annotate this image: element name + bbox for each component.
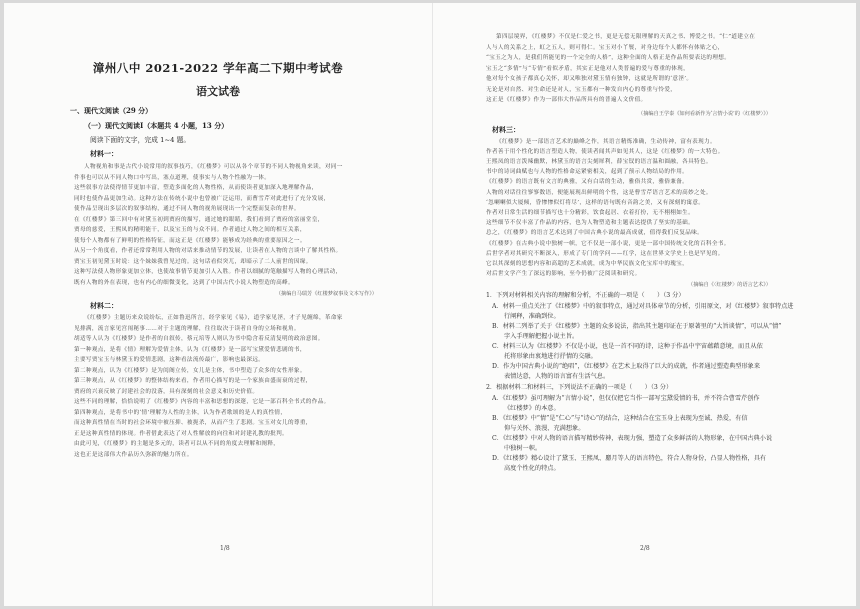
- text-line: 件事也可以从不同人物口中写出，塞点道理，使事实与人物个性融为一体。: [74, 174, 271, 181]
- text-line: 第一种观点，是将《情》理解为爱情主体，认为《红楼梦》是一部写宝黛爱情悲剧的书，: [74, 346, 306, 353]
- text-line: 这些叙事方法使得情节更加丰富，塑造多面化的人物性格，从而使读者更加深入地理解作品，: [74, 185, 318, 191]
- paragraph-source: （摘编自王学泰《如何看新作为‘言情小说’的〈红楼梦〉》）: [638, 110, 771, 117]
- text-line: 第三种观点，从《红楼梦》的整体结构来看，作者用心描写的是一个家族由盛而衰的过程，: [74, 378, 312, 384]
- text-line: 人与人的关系之上，虹之五人，则可得仁。宝玉对小丫鬟，对身边每个人都怀有体贴之心，: [486, 44, 724, 51]
- option-line: B．材料二列举了关于《红楼梦》主题的众多说法，指出其主题印证在于原著里的“大旨谈情”，可以从“情”: [492, 323, 782, 331]
- option-line: 中独树一帜。: [504, 445, 542, 453]
- text-line: 书中的诗词曲赋也与人物的性格命运紧密相关，起到了预示人物结局的作用。: [486, 169, 689, 176]
- text-line: 作者对日常生活的细节描写也十分精彩，饮食起居、衣着打扮，无不栩栩如生。: [486, 209, 695, 216]
- reading-instruction: 阅读下面的文字，完成 1~4 题。: [90, 136, 191, 144]
- text-line: 他对每个女孩子都真心关怀，却又唯独对黛玉情有独钟，这就是所谓的‘意淫’。: [486, 76, 693, 82]
- left-page: [4, 3, 432, 606]
- text-line: 总之，《红楼梦》的语言艺术达到了中国古典小说的最高成就，值得我们反复品味。: [486, 230, 704, 237]
- text-line: 人物视角和事是古代小说常用的叙事技巧，《红楼梦》可以从各个章节的不同人物视角来读，对同一: [84, 164, 343, 170]
- text-line: 由此可见，《红楼梦》的主题是多元的，读者可以从不同的角度去理解和阐释，: [74, 441, 280, 447]
- exam-title: 漳州八中 2021-2022 学年高二下期中考试卷: [92, 61, 344, 75]
- option-line: 行阐释，准确到位。: [504, 313, 560, 321]
- text-line: 无论是对自然、对生命还是对人，宝玉都有一种发自内心的尊重与怜爱，: [486, 86, 677, 93]
- text-line: 宝玉之“多情”与“专情”看似矛盾，其实正是他对人类普遍的爱与尊重的体现，: [486, 65, 690, 72]
- text-line: 这种写法使人物形象更加立体，也使故事情节更加引人入胜。作者以细腻的笔触描写人物的心理活动，: [74, 269, 342, 275]
- text-line: 在《红楼梦》第三回中有对黛玉初到贾府的描写，通过她的眼睛，我们看到了贾府的富丽堂皇，: [74, 216, 324, 223]
- text-line: 它以其深刻的思想内容和高超的艺术成就，成为中华民族文化宝库中的瑰宝，: [486, 260, 689, 267]
- text-line: 胡适等人认为《红楼梦》是作者的自叙传，蔡元培等人则认为书中隐含着反清复明的政治意图。: [74, 336, 324, 342]
- text-line: 第四种观点，是将书中的‘情’理解为人性的主体，认为作者歌颂的是人的真性情，: [74, 409, 287, 416]
- option-line: 托将形象由衷地进行抒情的交融。: [504, 353, 597, 361]
- option-line: C．材料三认为《红楼梦》不仅是小说，也是一首不同的诗，这种于作品中宇宙蕴藉意境，而且从依: [492, 343, 763, 351]
- option-line: D．《红楼梦》精心设计了黛玉、王熙凤、麝月等人的语言特色，符合人物身份，凸显人物性格，具有: [492, 455, 767, 463]
- text-line: 《红楼梦》是一部语言艺术的巅峰之作，其语言精炼准确，生动传神，富有表现力。: [496, 138, 716, 145]
- text-line: 第四层境界，《红楼梦》不仅是仁爱之书，更是无偿无限理解的天真之书、博爱之书。“仁”道建立在: [496, 34, 756, 40]
- text-line: 《红楼梦》主题历来众说纷纭，正如鲁迅所言，经学家见《易》，道学家见淫，才子见缠绵，革命家: [84, 315, 343, 321]
- text-line: 贾府的兴衰反映了封建社会的没落，具有深刻的社会意义和历史价值。: [74, 388, 259, 395]
- text-line: 这也正是这部伟大作品历久弥新的魅力所在。: [74, 451, 193, 458]
- text-line: 这些细节不仅丰富了作品的内容，也为人物塑造和主题表达提供了坚实的基础。: [486, 220, 695, 227]
- text-line: 这些不同的理解，恰恰说明了《红楼梦》内容的丰富和思想的深邃，它是一部百科全书式的作品。: [74, 399, 330, 405]
- section-heading: 一、现代文阅读（29 分）: [70, 106, 153, 115]
- text-line: 既有人物的外在表现，也有内心的细微变化，达到了中国古代小说人物塑造的高峰。: [74, 279, 294, 286]
- material-3-title: 材料三：: [492, 124, 520, 134]
- option-line: C．《红楼梦》中对人物的语言描写精妙传神，表现力强，塑造了众多鲜活的人物形象，在中国古典小说: [492, 435, 773, 443]
- right-page: [434, 3, 856, 606]
- text-line: “宝玉之为人，是我们所能见的一个完全的人格”，这种全面的人格正是作品所要表达的理想。: [486, 55, 731, 61]
- option-line: D．作为中国古典小说的“绝唱”，《红楼梦》在艺术上取得了巨大的成就，作者通过塑造典型形象来: [492, 363, 761, 371]
- option-line: 仰与关怀、浪漫、充满想象。: [504, 425, 585, 433]
- text-line: 主要写贾宝玉与林黛玉的爱情悲剧，这种看法流传最广，影响也最深远。: [74, 357, 265, 363]
- page-number: 2/8: [640, 545, 650, 552]
- option-line: 高度个性化的特点。: [504, 465, 560, 473]
- option-line: A．材料一重点关注了《红楼梦》中的叙事特点，通过对具体章节的分析，引用原文，对《红楼梦》叙事特点进: [492, 303, 794, 311]
- text-line: 而这种真性情在当时的社会环境中被压抑、被扼杀，从而产生了悲剧。宝玉对女儿的尊重，: [74, 420, 312, 426]
- page-divider: [432, 3, 433, 606]
- text-line: 《红楼梦》在古典小说中独树一帜，它不仅是一部小说，更是一部中国传统文化的百科全书。: [486, 240, 730, 247]
- text-line: 《红楼梦》的语言既有文言的典雅，又有白话的生动，雅俗共赏，雅俗兼备。: [486, 179, 689, 186]
- option-line: 字入手理解把握小说主旨。: [504, 333, 579, 341]
- text-line: 作者善于用个性化的语言塑造人物，使读者闻其声如见其人，这是《红楼梦》的一大特色。: [486, 148, 724, 155]
- text-line: 贾母的慈爱，王熙凤的精明能干，以及宝玉的与众不同。作者通过人物之间的相互关系，: [74, 227, 306, 233]
- exam-subject: 语文试卷: [196, 85, 240, 98]
- text-line: 从另一个角度看，作者还常常利用人物的对话来推动情节的发展，让读者在人物的言谈中了解其性格。: [74, 248, 342, 254]
- text-line: 第二种观点，认为《红楼梦》是为闺阁立传，女儿是主体，书中塑造了众多的女性形象。: [74, 367, 306, 374]
- question-2-stem: 2．根据材料二和材料三，下列说法不正确的一项是（ ）（3 分）: [486, 384, 673, 392]
- text-line: 王熙凤的语言泼辣幽默，林黛玉的语言尖刻犀利，薛宝钗的语言温和圆融，各具特色。: [486, 158, 712, 165]
- material-2-title: 材料二：: [90, 301, 118, 310]
- option-line: B．《红楼梦》中“情”是“仁心”与“诗心”的结合，这种结合在宝玉身上表现为至诚、热爱，有信: [492, 415, 748, 423]
- text-line: 见排满，流言家见宫闱秘事……对于主题的理解，往往取决于读者自身的立场和视角。: [74, 325, 300, 332]
- option-line: 表情达意，人物的语言富有生活气息。: [504, 373, 610, 381]
- text-line: 人物的对话往往寥寥数语，便能展现出鲜明的个性，这是曹雪芹语言艺术的高妙之处。: [486, 189, 712, 196]
- text-line: ‘忽喇喇似大厦倾，昏惨惨似灯将尽’，这样的语句既有音韵之美，又有深刻的寓意。: [486, 199, 705, 206]
- material-1-title: 材料一：: [90, 149, 118, 158]
- text-line: 这正是《红楼梦》作为一部伟大作品所具有的普遍人文价值。: [486, 97, 647, 103]
- text-line: 使每个人物都有了鲜明的性格特征，而这正是《红楼梦》能够成为经典的重要原因之一。: [74, 237, 306, 244]
- exam-sheet: [4, 3, 856, 606]
- text-line: 同时也使作品更加生动。这种方法在传统小说中也曾被广泛运用，而曹雪芹对此进行了充分发展，: [74, 195, 330, 202]
- text-line: 后世学者对其研究不断深入，形成了专门的学问——红学，这在世界文学史上也是罕见的。: [486, 250, 724, 257]
- text-line: 贾宝玉初见黛玉时说：这个妹妹我曾见过的。这句话看似突兀，却暗示了二人前世的因缘。: [74, 258, 312, 265]
- option-line: A．《红楼梦》虽可理解为“言情小说”，但仅仅把它当作一部写宝黛爱情的书，并不符合曹雪芹创作: [492, 395, 760, 403]
- subsection-heading: （一）现代文阅读Ⅰ（本题共 4 小题，13 分）: [84, 121, 229, 130]
- question-1-stem: 1．下列对材料相关内容的理解和分析，不正确的一项是（ ）（3 分）: [486, 292, 685, 300]
- text-line: 对后世文学产生了深远的影响，至今仍被广泛阅读和研究。: [486, 271, 641, 278]
- text-line: 使作品呈现出多层次的叙事结构，通过不同人物的视角展现出一个完整而复杂的世界。: [74, 206, 300, 212]
- text-line: 正是这种真性情的体现。作者借此表达了对人性解放的向往和对封建礼教的批判。: [74, 430, 288, 437]
- material-1-source: （摘编自马瑞芳《红楼梦叙事及文本写作》）: [275, 291, 377, 297]
- material-3-source: （摘编自《〈红楼梦〉的语言艺术》）: [688, 282, 771, 289]
- page-number: 1/8: [220, 545, 230, 552]
- option-line: 《红楼梦》的本意。: [504, 405, 560, 413]
